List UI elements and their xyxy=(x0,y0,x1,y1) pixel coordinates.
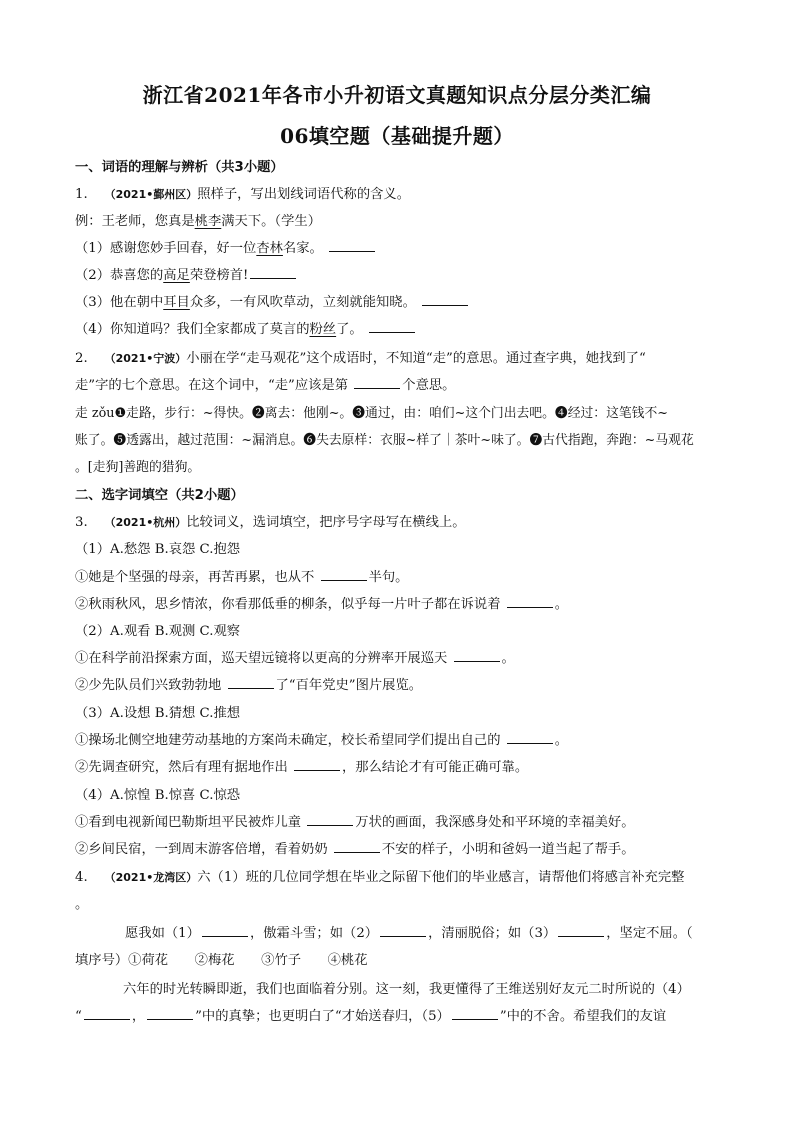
question-text: 个意思。 xyxy=(402,378,456,393)
question-text: 六（1）班的几位同学想在毕业之际留下他们的毕业感言，请帮他们将感言补充完整 xyxy=(197,870,685,885)
answer-blank[interactable] xyxy=(422,293,468,306)
answer-blank[interactable] xyxy=(321,568,367,581)
underlined-word: 杏林 xyxy=(256,241,283,256)
q3-group-2-options: （2）A.观看 B.观测 C.观察 xyxy=(75,624,241,639)
sentence-text: 。 xyxy=(501,651,515,666)
paragraph-text: ，清丽脱俗；如（3） xyxy=(428,926,557,941)
q3-group-1-sentence-1 xyxy=(75,568,725,588)
underlined-word: 粉丝 xyxy=(309,322,337,337)
document-subtitle: 06填空题（基础提升题） xyxy=(280,124,514,148)
item-text: （1）感谢您妙手回春，好一位 xyxy=(75,241,257,256)
question-source: （2021•鄞州区） xyxy=(104,188,198,201)
item-text: （3）他在朝中 xyxy=(75,295,164,310)
sentence-text: 半句。 xyxy=(368,570,409,585)
question-source: （2021•宁波） xyxy=(104,352,187,365)
answer-blank[interactable] xyxy=(507,731,553,744)
sentence-text: ②乡间民宿，一到周末游客倍增，看着奶奶 xyxy=(75,842,328,857)
q3-group-3-options: （3）A.设想 B.猜想 C.推想 xyxy=(75,706,241,721)
answer-blank[interactable] xyxy=(380,924,426,937)
q3-group-4-sentence-2 xyxy=(75,840,725,860)
question-text: 小丽在学“走马观花”这个成语时，不知道“走”的意思。通过查字典，她找到了“ xyxy=(186,351,646,366)
dictionary-entry-line-1: 走 zǒu❶走路，步行：~得快。❷离去：他刚~。❸通过，由：咱们~这个门出去吧。❹经过：这笔钱不~ xyxy=(75,406,668,421)
underlined-word: 耳目 xyxy=(163,295,190,310)
sentence-text: ①她是个坚强的母亲，再苦再累，也从不 xyxy=(75,570,315,585)
q3-group-3-sentence-2 xyxy=(75,758,725,778)
sentence-text: ①看到电视新闻巴勒斯坦平民被炸儿童 xyxy=(75,815,302,830)
q3-group-2-sentence-1 xyxy=(75,649,725,669)
item-text: 众多，一有风吹草动，立刻就能知晓。 xyxy=(189,295,416,310)
item-text: 名家。 xyxy=(282,241,323,256)
question-1-item-4 xyxy=(75,320,725,340)
item-text: 了。 xyxy=(336,322,363,337)
question-source: （2021•杭州） xyxy=(104,516,187,529)
answer-blank[interactable] xyxy=(369,320,415,333)
sentence-text: 。 xyxy=(554,733,569,748)
question-1-item-2 xyxy=(75,266,725,286)
item-text: （2）恭喜您的 xyxy=(75,268,164,283)
question-1-item-3 xyxy=(75,293,725,313)
item-text: （4）你知道吗？我们全家都成了莫言的 xyxy=(75,322,310,337)
question-2-stem-cont xyxy=(75,376,725,396)
paragraph-text: ，坚定不屈。（ xyxy=(606,926,693,941)
underlined-word: 桃李 xyxy=(194,214,222,229)
answer-blank[interactable] xyxy=(294,758,340,771)
question-3-stem xyxy=(75,513,725,533)
answer-blank[interactable] xyxy=(84,1007,130,1020)
q3-group-4-options: （4）A.惊惶 B.惊喜 C.惊恐 xyxy=(75,788,241,803)
answer-blank[interactable] xyxy=(334,840,380,853)
sentence-text: 万状的画面，我深感身处和平环境的幸福美好。 xyxy=(355,815,635,830)
q4-paragraph-2-line-2 xyxy=(75,1007,725,1027)
paragraph-text: ，傲霜斗雪；如（2） xyxy=(249,926,379,941)
question-1-example xyxy=(75,212,725,232)
question-number: 4. xyxy=(75,870,88,885)
question-4-stem-cont: 。 xyxy=(75,897,89,912)
q3-group-1-sentence-2 xyxy=(75,595,725,615)
question-1-item-1 xyxy=(75,239,725,259)
question-4-stem xyxy=(75,868,725,888)
sentence-text: 。 xyxy=(554,597,569,612)
answer-blank[interactable] xyxy=(507,595,553,608)
question-text: 比较词义，选词填空，把序号字母写在横线上。 xyxy=(186,515,466,530)
item-text: 荣登榜首! xyxy=(189,268,249,283)
paragraph-text: ”中的不舍。希望我们的友谊 xyxy=(499,1009,667,1024)
sentence-text: ②秋雨秋风，思乡情浓，你看那低垂的柳条，似乎每一片叶子都在诉说着 xyxy=(75,597,501,612)
question-number: 3. xyxy=(75,515,88,530)
question-source: （2021•龙湾区） xyxy=(104,871,198,884)
sentence-text: ①操场北侧空地建劳动基地的方案尚未确定，校长希望同学们提出自己的 xyxy=(75,733,501,748)
question-1-stem xyxy=(75,185,725,205)
q3-group-2-sentence-2 xyxy=(75,676,725,696)
sentence-text: 了“百年党史”图片展览。 xyxy=(275,678,423,693)
paragraph-text: ， xyxy=(131,1009,146,1024)
example-text: 满天下。（学生） xyxy=(221,214,321,229)
q4-paragraph-1-line-1 xyxy=(125,924,775,944)
answer-blank[interactable] xyxy=(307,813,353,826)
sentence-text: ②少先队员们兴致勃勃地 xyxy=(75,678,222,693)
answer-blank[interactable] xyxy=(558,924,604,937)
section-heading-1: 一、词语的理解与辨析（共3小题） xyxy=(75,160,284,175)
dictionary-entry-line-2: 账了。❺透露出，越过范围：~漏消息。❻失去原样：衣服~样了｜茶叶~味了。❼古代指跑，奔跑：~马观花 xyxy=(75,433,694,448)
sentence-text: ，那么结论才有可能正确可靠。 xyxy=(341,760,529,775)
sentence-text: ②先调查研究，然后有理有据地作出 xyxy=(75,760,288,775)
paragraph-text: 愿我如（1） xyxy=(125,926,200,941)
section-heading-2: 二、选字词填空（共2小题） xyxy=(75,488,244,503)
q3-group-3-sentence-1 xyxy=(75,731,725,751)
question-text: 走”字的七个意思。在这个词中，“走”应该是第 xyxy=(75,378,349,393)
sentence-text: 不安的样子，小明和爸妈一道当起了帮手。 xyxy=(381,842,635,857)
q4-paragraph-2-line-1: 六年的时光转瞬即逝，我们也面临着分别。这一刻，我更懂得了王维送别好友元二时所说的（4） xyxy=(123,982,690,997)
question-text: 照样子，写出划线词语代称的含义。 xyxy=(197,187,411,202)
q3-group-4-sentence-1 xyxy=(75,813,725,833)
q4-paragraph-1-line-2: 填序号）①荷花 ②梅花 ③竹子 ④桃花 xyxy=(75,953,368,968)
answer-blank[interactable] xyxy=(454,649,500,662)
example-text: 例：王老师，您真是 xyxy=(75,214,195,229)
question-number: 1. xyxy=(75,187,88,202)
document-title: 浙江省2021年各市小升初语文真题知识点分层分类汇编 xyxy=(142,83,652,107)
dictionary-entry-line-3: 。[走狗]善跑的猎狗。 xyxy=(75,460,201,475)
q3-group-1-options: （1）A.愁怨 B.哀怨 C.抱怨 xyxy=(75,542,241,557)
answer-blank[interactable] xyxy=(147,1007,193,1020)
answer-blank[interactable] xyxy=(250,266,296,279)
answer-blank[interactable] xyxy=(228,676,274,689)
answer-blank[interactable] xyxy=(329,239,375,252)
sentence-text: ①在科学前沿探索方面，巡天望远镜将以更高的分辨率开展巡天 xyxy=(75,651,448,666)
paragraph-text: ”中的真挚；也更明白了“才始送春归，（5） xyxy=(195,1009,450,1024)
question-2-stem xyxy=(75,349,725,369)
paragraph-text: “ xyxy=(75,1009,82,1024)
answer-blank[interactable] xyxy=(202,924,248,937)
question-number: 2. xyxy=(75,351,88,366)
answer-blank[interactable] xyxy=(354,376,400,389)
answer-blank[interactable] xyxy=(452,1007,498,1020)
underlined-word: 高足 xyxy=(163,268,190,283)
